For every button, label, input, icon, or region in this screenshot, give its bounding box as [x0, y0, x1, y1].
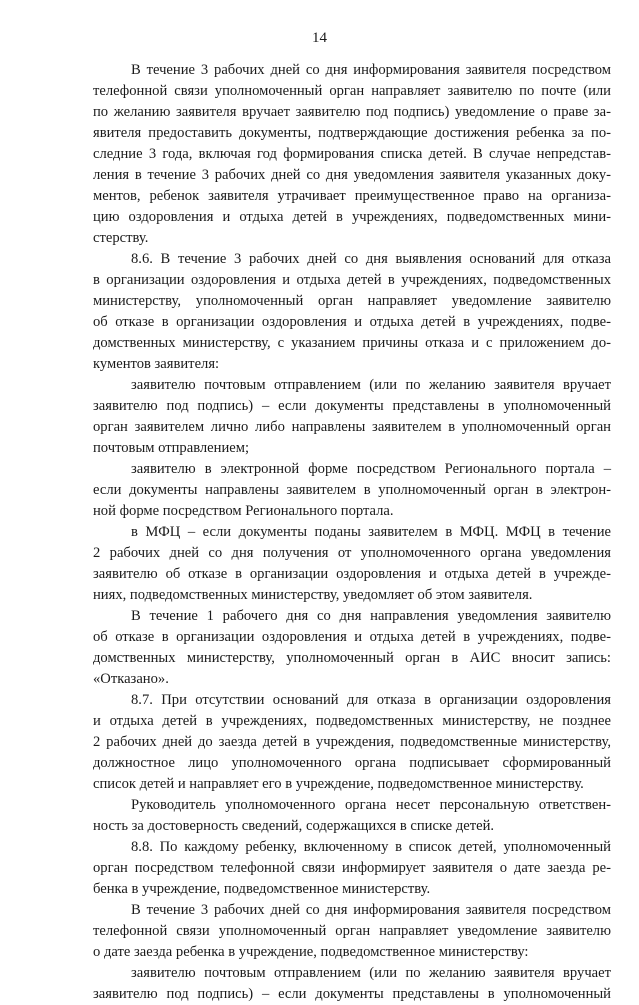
- document-body: [93, 60, 611, 1005]
- text-line: 8.8. По каждому ребенку, включенному в список детей, уполномоченный: [131, 839, 611, 855]
- page-number: 14: [312, 30, 327, 46]
- text-line: ность за достоверность сведений, содержащихся в списке детей.: [93, 818, 495, 834]
- text-line: ментов, ребенок заявителя утрачивает преимущественное право на организа-: [93, 188, 611, 204]
- text-line: орган посредством телефонной связи информирует заявителя о дате заезда ре-: [93, 860, 611, 876]
- text-line: стерству.: [93, 230, 149, 246]
- text-line: об отказе в организации оздоровления и отдыха детей в учреждениях, подве-: [93, 314, 611, 330]
- text-line: «Отказано».: [93, 671, 169, 687]
- text-line: явителя предоставить документы, подтверждающие достижения ребенка за по-: [93, 125, 611, 141]
- text-line: по желанию заявителя вручает заявителю под подпись) уведомление о праве за-: [93, 104, 611, 120]
- text-line: телефонной связи уполномоченный орган направляет заявителю по почте (или: [93, 83, 611, 99]
- text-line: 2 рабочих дней до заезда детей в учреждения, подведомственные министерству,: [93, 734, 611, 750]
- text-line: должностное лицо уполномоченного органа подписывает сформированный: [93, 755, 611, 771]
- text-line: заявителю под подпись) – если документы представлены в уполномоченный: [93, 398, 611, 414]
- text-line: бенка в учреждение, подведомственное министерству.: [93, 881, 431, 897]
- text-line: в МФЦ – если документы поданы заявителем в МФЦ. МФЦ в течение: [131, 524, 611, 540]
- text-line: ниях, подведомственных министерству, уведомляет об этом заявителя.: [93, 587, 533, 603]
- text-line: министерству, уполномоченный орган направляет уведомление заявителю: [93, 293, 611, 309]
- text-line: 2 рабочих дней со дня получения от уполномоченного органа уведомления: [93, 545, 611, 561]
- text-line: В течение 1 рабочего дня со дня направления уведомления заявителю: [131, 608, 611, 624]
- text-line: 8.6. В течение 3 рабочих дней со дня выявления оснований для отказа: [131, 251, 611, 267]
- text-line: если документы направлены заявителем в уполномоченный орган в электрон-: [93, 482, 611, 498]
- text-line: В течение 3 рабочих дней со дня информирования заявителя посредством: [131, 902, 611, 918]
- text-line: в организации оздоровления и отдыха детей в учреждениях, подведомственных: [93, 272, 611, 288]
- text-line: кументов заявителя:: [93, 356, 220, 372]
- text-line: об отказе в организации оздоровления и отдыха детей в учреждениях, подве-: [93, 629, 611, 645]
- text-line: заявителю в электронной форме посредством Регионального портала –: [131, 461, 611, 477]
- text-line: Руководитель уполномоченного органа несет персональную ответствен-: [131, 797, 611, 813]
- text-line: заявителю почтовым отправлением (или по желанию заявителя вручает: [131, 965, 611, 981]
- text-line: домственных министерству, уполномоченный орган в АИС вносит запись:: [93, 650, 611, 666]
- text-line: заявителю об отказе в организации оздоровления и отдыха детей в учрежде-: [93, 566, 611, 582]
- text-line: заявителю почтовым отправлением (или по желанию заявителя вручает: [131, 377, 611, 393]
- text-line: орган заявителем лично либо направлены заявителем в уполномоченный орган: [93, 419, 611, 435]
- text-line: о дате заезда ребенка в учреждение, подведомственное министерству:: [93, 944, 529, 960]
- text-line: и отдыха детей в учреждениях, подведомственных министерству, не позднее: [93, 713, 611, 729]
- text-line: домственных министерству, с указанием причины отказа и с приложением до-: [93, 335, 611, 351]
- text-line: В течение 3 рабочих дней со дня информирования заявителя посредством: [131, 62, 611, 78]
- text-line: список детей и направляет его в учреждение, подведомственное министерству.: [93, 776, 584, 792]
- text-line: ной форме посредством Регионального портала.: [93, 503, 394, 519]
- text-line: следние 3 года, включая год формирования списка детей. В случае непредстав-: [93, 146, 611, 162]
- text-line: заявителю под подпись) – если документы представлены в уполномоченный: [93, 986, 611, 1002]
- text-line: 8.7. При отсутствии оснований для отказа в организации оздоровления: [131, 692, 611, 708]
- text-line: почтовым отправлением;: [93, 440, 250, 456]
- text-line: телефонной связи уполномоченный орган направляет уведомление заявителю: [93, 923, 611, 939]
- text-line: ления в течение 3 рабочих дней со дня уведомления заявителя указанных доку-: [93, 167, 611, 183]
- text-line: цию оздоровления и отдыха детей в учреждениях, подведомственных мини-: [93, 209, 611, 225]
